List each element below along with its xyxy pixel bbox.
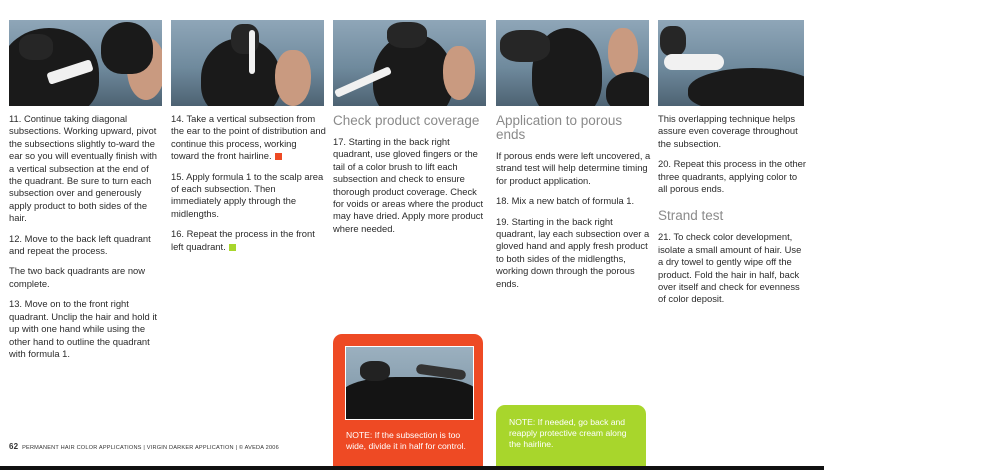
column-3 bbox=[333, 20, 488, 243]
page-number: 62 bbox=[9, 442, 19, 451]
column-2 bbox=[171, 20, 326, 261]
step-photo-4 bbox=[496, 20, 649, 106]
bottom-rule bbox=[0, 466, 824, 470]
footer-text: PERMANENT HAIR COLOR APPLICATIONS | VIRGIN DARKER APPLICATION | © AVEDA 2006 bbox=[22, 445, 279, 451]
paragraph: 12. Move to the back left quadrant and repeat the process. bbox=[9, 232, 151, 257]
section-heading: Application to porous ends bbox=[496, 113, 623, 142]
note-text: NOTE: If needed, go back and reapply protective cream along the hairline. bbox=[509, 417, 627, 449]
step-photo-2 bbox=[171, 20, 324, 106]
paragraph: 21. To check color development, isolate a small amount of hair. Use a dry towel to gently wipe off the product. Fold the hair in half, back over itself and check for evenness of color deposit. bbox=[658, 231, 802, 305]
section-heading: Check product coverage bbox=[333, 113, 480, 128]
column-5 bbox=[658, 20, 808, 314]
note-text: NOTE: If the subsection is too wide, divide it in half for control. bbox=[346, 430, 466, 451]
column-4 bbox=[496, 20, 651, 298]
paragraph: 11. Continue taking diagonal subsections. Working upward, pivot the subsections slightly to-ward the ear so you will eventually finish with a vertical subsection at the end of the quadrant. Be sure to turn each subsection over and generously apply product to both sides of the hair. bbox=[9, 113, 157, 224]
paragraph: If porous ends were left uncovered, a strand test will help determine timing for product application. bbox=[496, 150, 651, 186]
note-box-red bbox=[333, 334, 483, 470]
paragraph: 20. Repeat this process in the other three quadrants, applying color to all porous ends. bbox=[658, 158, 807, 195]
paragraph: 15. Apply formula 1 to the scalp area of each subsection. Then immediately apply through the midlengths. bbox=[171, 170, 324, 219]
red-note-marker-icon bbox=[275, 153, 282, 160]
paragraph: This overlapping technique helps assure even coverage throughout the subsection. bbox=[658, 113, 798, 149]
note-photo bbox=[345, 346, 474, 420]
paragraph: The two back quadrants are now complete. bbox=[9, 265, 146, 289]
paragraph: 14. Take a vertical subsection from the ear to the point of distribution and continue this process, working toward the front hairline. bbox=[171, 113, 326, 162]
step-photo-3 bbox=[333, 20, 486, 106]
note-box-green bbox=[496, 405, 646, 470]
paragraph: 16. Repeat the process in the front left quadrant. bbox=[171, 228, 315, 252]
green-note-marker-icon bbox=[229, 244, 236, 251]
paragraph: 13. Move on to the front right quadrant. Unclip the hair and hold it up with one hand while using the other hand to outline the quadrant with formula 1. bbox=[9, 298, 158, 359]
column-1 bbox=[9, 20, 164, 368]
paragraph: 19. Starting in the back right quadrant, lay each subsection over a gloved hand and apply fresh product to both sides of the midlengths, working down through the porous ends. bbox=[496, 215, 650, 289]
paragraph: 17. Starting in the back right quadrant, use gloved fingers or the tail of a color brush to lift each subsection and check to ensure thorough product coverage. Check for voids or areas where the product may have dried. Apply more product where needed. bbox=[333, 136, 484, 234]
step-photo-1 bbox=[9, 20, 162, 106]
page-footer bbox=[9, 442, 279, 451]
step-photo-5 bbox=[658, 20, 804, 106]
section-heading: Strand test bbox=[658, 208, 724, 224]
paragraph: 18. Mix a new batch of formula 1. bbox=[496, 195, 635, 207]
